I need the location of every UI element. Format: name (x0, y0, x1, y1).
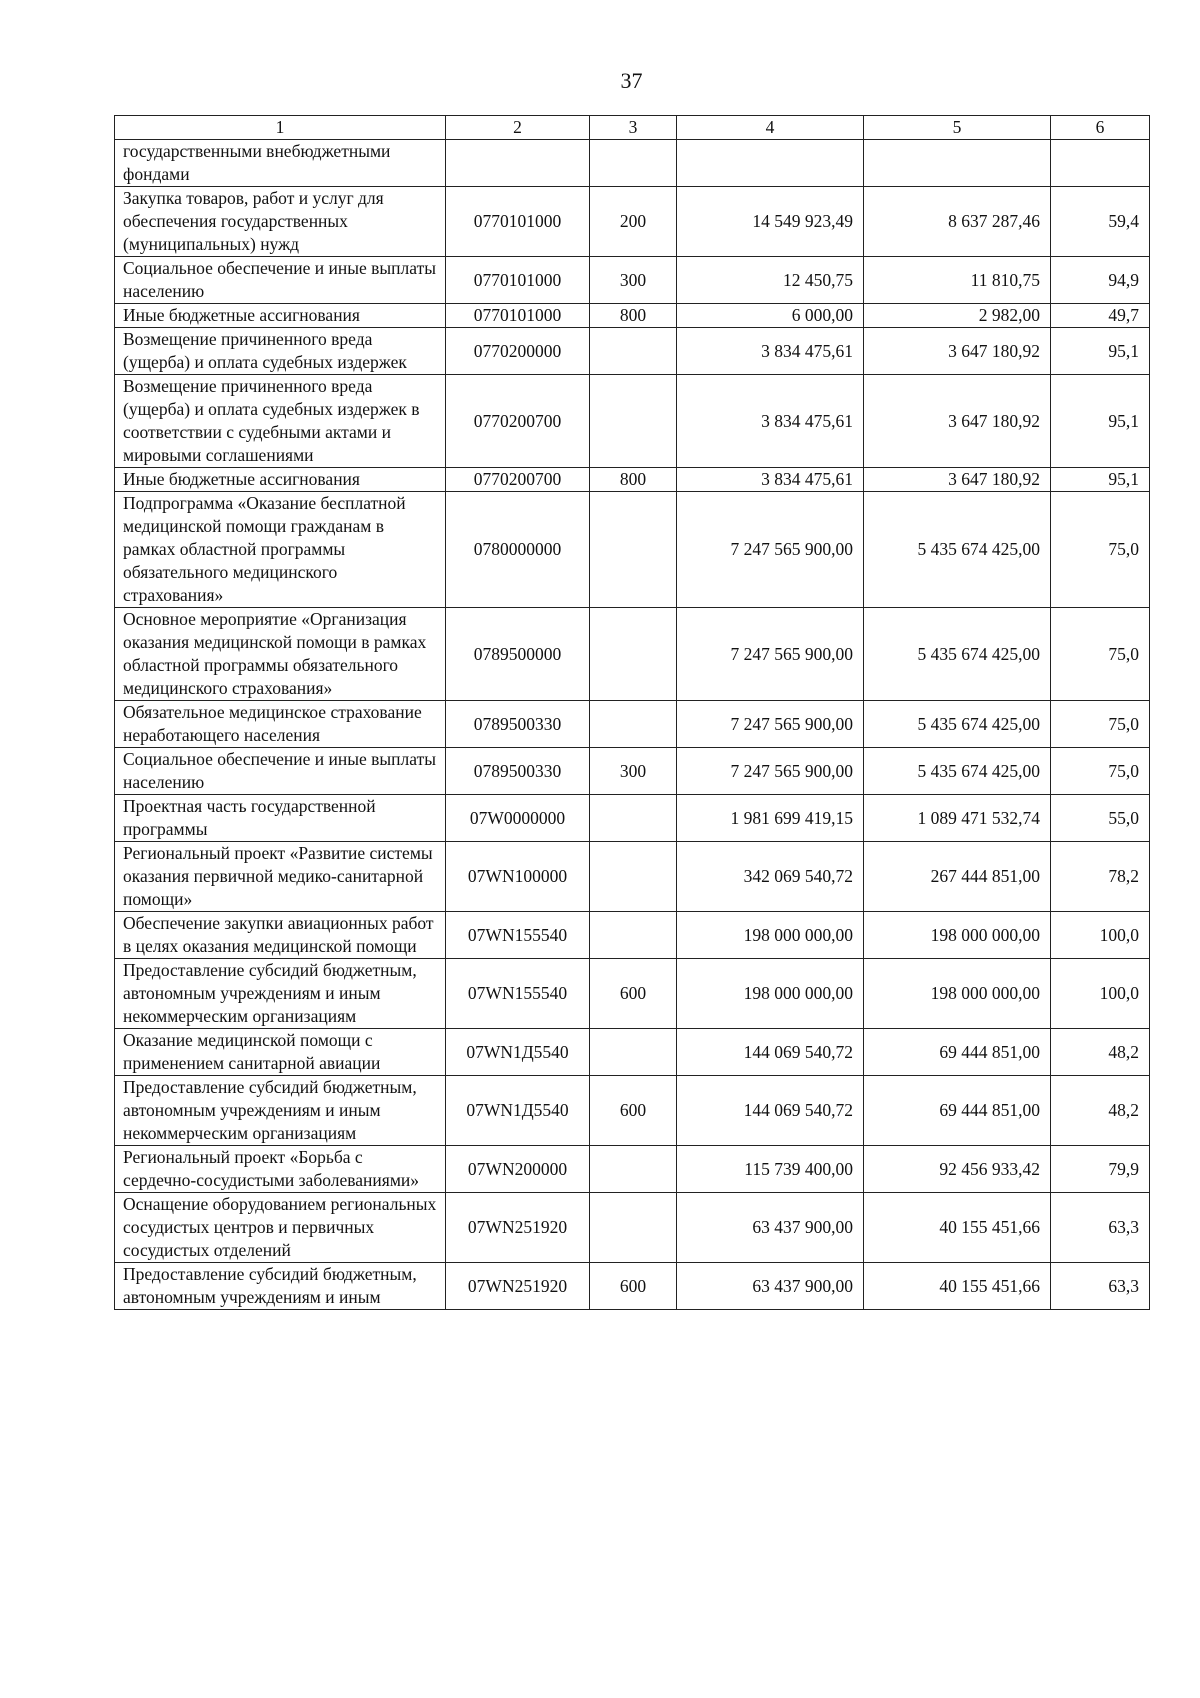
row-expense-type-cell (590, 795, 677, 842)
row-expense-type-cell: 800 (590, 468, 677, 492)
table-row (115, 257, 1150, 304)
table-row (115, 304, 1150, 328)
row-expense-type-cell (590, 492, 677, 608)
row-code-cell: 07WN251920 (446, 1263, 590, 1310)
row-name-cell: Предоставление субсидий бюджетным, автономным учреждениям и иным некоммерческим организациям (115, 959, 446, 1029)
row-fact-cell (864, 140, 1051, 187)
row-fact-cell: 69 444 851,00 (864, 1029, 1051, 1076)
row-percent-cell: 75,0 (1051, 608, 1150, 701)
row-expense-type-cell (590, 1029, 677, 1076)
row-percent-cell: 63,3 (1051, 1263, 1150, 1310)
table-row (115, 842, 1150, 912)
row-name-cell: Иные бюджетные ассигнования (115, 468, 446, 492)
row-expense-type-cell (590, 608, 677, 701)
row-code-cell: 07WN1Д5540 (446, 1076, 590, 1146)
row-name-cell: Социальное обеспечение и иные выплаты населению (115, 257, 446, 304)
row-name-cell: Оснащение оборудованием региональных сосудистых центров и первичных сосудистых отделений (115, 1193, 446, 1263)
row-percent-cell: 75,0 (1051, 701, 1150, 748)
header-cell-1: 1 (115, 116, 446, 140)
header-cell-6: 6 (1051, 116, 1150, 140)
row-percent-cell: 100,0 (1051, 959, 1150, 1029)
row-plan-cell: 7 247 565 900,00 (677, 608, 864, 701)
row-plan-cell: 7 247 565 900,00 (677, 748, 864, 795)
row-plan-cell: 63 437 900,00 (677, 1193, 864, 1263)
row-expense-type-cell: 600 (590, 959, 677, 1029)
header-cell-5: 5 (864, 116, 1051, 140)
row-expense-type-cell (590, 375, 677, 468)
row-fact-cell: 3 647 180,92 (864, 375, 1051, 468)
row-fact-cell: 3 647 180,92 (864, 328, 1051, 375)
row-code-cell: 07WN155540 (446, 959, 590, 1029)
table-row (115, 608, 1150, 701)
row-plan-cell: 144 069 540,72 (677, 1029, 864, 1076)
budget-table (114, 115, 1150, 1310)
table-row (115, 187, 1150, 257)
row-name-cell: Проектная часть государственной программы (115, 795, 446, 842)
row-code-cell: 07WN1Д5540 (446, 1029, 590, 1076)
row-fact-cell: 11 810,75 (864, 257, 1051, 304)
row-percent-cell: 75,0 (1051, 492, 1150, 608)
row-expense-type-cell: 800 (590, 304, 677, 328)
row-name-cell: государственными внебюджетными фондами (115, 140, 446, 187)
row-fact-cell: 40 155 451,66 (864, 1193, 1051, 1263)
row-plan-cell: 6 000,00 (677, 304, 864, 328)
header-cell-2: 2 (446, 116, 590, 140)
row-code-cell: 0770101000 (446, 257, 590, 304)
row-plan-cell: 12 450,75 (677, 257, 864, 304)
row-code-cell: 0770200700 (446, 375, 590, 468)
row-fact-cell: 3 647 180,92 (864, 468, 1051, 492)
row-code-cell: 0780000000 (446, 492, 590, 608)
row-plan-cell: 63 437 900,00 (677, 1263, 864, 1310)
row-plan-cell: 144 069 540,72 (677, 1076, 864, 1146)
row-code-cell: 0789500000 (446, 608, 590, 701)
row-name-cell: Предоставление субсидий бюджетным, автономным учреждениям и иным (115, 1263, 446, 1310)
row-percent-cell: 95,1 (1051, 468, 1150, 492)
row-name-cell: Возмещение причиненного вреда (ущерба) и оплата судебных издержек (115, 328, 446, 375)
table-row (115, 701, 1150, 748)
row-percent-cell: 95,1 (1051, 375, 1150, 468)
row-expense-type-cell (590, 912, 677, 959)
row-plan-cell: 342 069 540,72 (677, 842, 864, 912)
row-name-cell: Иные бюджетные ассигнования (115, 304, 446, 328)
row-percent-cell: 100,0 (1051, 912, 1150, 959)
row-expense-type-cell (590, 842, 677, 912)
row-percent-cell (1051, 140, 1150, 187)
row-fact-cell: 5 435 674 425,00 (864, 608, 1051, 701)
row-plan-cell: 1 981 699 419,15 (677, 795, 864, 842)
row-code-cell: 0789500330 (446, 748, 590, 795)
row-expense-type-cell: 300 (590, 748, 677, 795)
row-plan-cell: 14 549 923,49 (677, 187, 864, 257)
row-percent-cell: 49,7 (1051, 304, 1150, 328)
table-row (115, 328, 1150, 375)
row-code-cell: 07WN251920 (446, 1193, 590, 1263)
row-percent-cell: 79,9 (1051, 1146, 1150, 1193)
table-row (115, 1193, 1150, 1263)
table-row (115, 912, 1150, 959)
row-fact-cell: 5 435 674 425,00 (864, 701, 1051, 748)
row-fact-cell: 1 089 471 532,74 (864, 795, 1051, 842)
row-percent-cell: 59,4 (1051, 187, 1150, 257)
row-fact-cell: 69 444 851,00 (864, 1076, 1051, 1146)
table-row (115, 1146, 1150, 1193)
row-name-cell: Региональный проект «Борьба с сердечно-сосудистыми заболеваниями» (115, 1146, 446, 1193)
row-plan-cell: 198 000 000,00 (677, 912, 864, 959)
table-row (115, 959, 1150, 1029)
row-code-cell: 07WN100000 (446, 842, 590, 912)
row-code-cell: 0770101000 (446, 187, 590, 257)
table-row (115, 1029, 1150, 1076)
table-row (115, 1263, 1150, 1310)
row-code-cell: 0770200000 (446, 328, 590, 375)
table-row (115, 140, 1150, 187)
row-fact-cell: 267 444 851,00 (864, 842, 1051, 912)
row-plan-cell: 3 834 475,61 (677, 328, 864, 375)
row-code-cell: 07WN200000 (446, 1146, 590, 1193)
row-expense-type-cell: 200 (590, 187, 677, 257)
table-row (115, 492, 1150, 608)
row-expense-type-cell (590, 140, 677, 187)
row-code-cell: 07WN155540 (446, 912, 590, 959)
row-plan-cell: 3 834 475,61 (677, 468, 864, 492)
row-plan-cell: 198 000 000,00 (677, 959, 864, 1029)
row-name-cell: Социальное обеспечение и иные выплаты населению (115, 748, 446, 795)
row-code-cell: 0770200700 (446, 468, 590, 492)
row-expense-type-cell (590, 1193, 677, 1263)
row-fact-cell: 92 456 933,42 (864, 1146, 1051, 1193)
row-code-cell: 0789500330 (446, 701, 590, 748)
row-expense-type-cell: 300 (590, 257, 677, 304)
table-row (115, 748, 1150, 795)
row-code-cell: 0770101000 (446, 304, 590, 328)
row-plan-cell: 7 247 565 900,00 (677, 492, 864, 608)
row-expense-type-cell (590, 1146, 677, 1193)
row-expense-type-cell: 600 (590, 1263, 677, 1310)
row-name-cell: Региональный проект «Развитие системы оказания первичной медико-санитарной помощи» (115, 842, 446, 912)
row-fact-cell: 40 155 451,66 (864, 1263, 1051, 1310)
row-fact-cell: 198 000 000,00 (864, 959, 1051, 1029)
row-percent-cell: 94,9 (1051, 257, 1150, 304)
row-name-cell: Предоставление субсидий бюджетным, автономным учреждениям и иным некоммерческим организациям (115, 1076, 446, 1146)
row-expense-type-cell (590, 328, 677, 375)
row-fact-cell: 198 000 000,00 (864, 912, 1051, 959)
row-fact-cell: 8 637 287,46 (864, 187, 1051, 257)
header-cell-4: 4 (677, 116, 864, 140)
table-row (115, 375, 1150, 468)
row-fact-cell: 5 435 674 425,00 (864, 748, 1051, 795)
row-name-cell: Оказание медицинской помощи с применением санитарной авиации (115, 1029, 446, 1076)
row-plan-cell: 115 739 400,00 (677, 1146, 864, 1193)
row-name-cell: Основное мероприятие «Организация оказания медицинской помощи в рамках областной программы обязательного медицинского страхования» (115, 608, 446, 701)
table-header-row (115, 116, 1150, 140)
row-plan-cell: 7 247 565 900,00 (677, 701, 864, 748)
row-fact-cell: 2 982,00 (864, 304, 1051, 328)
row-name-cell: Обеспечение закупки авиационных работ в целях оказания медицинской помощи (115, 912, 446, 959)
row-expense-type-cell (590, 701, 677, 748)
table-row (115, 795, 1150, 842)
row-name-cell: Возмещение причиненного вреда (ущерба) и оплата судебных издержек в соответствии с судебными актами и мировыми соглашениями (115, 375, 446, 468)
row-name-cell: Подпрограмма «Оказание бесплатной медицинской помощи гражданам в рамках областной программы обязательного медицинского страхования» (115, 492, 446, 608)
row-percent-cell: 78,2 (1051, 842, 1150, 912)
row-fact-cell: 5 435 674 425,00 (864, 492, 1051, 608)
row-code-cell: 07W0000000 (446, 795, 590, 842)
page-number: 37 (620, 68, 643, 93)
row-expense-type-cell: 600 (590, 1076, 677, 1146)
table-row (115, 468, 1150, 492)
row-percent-cell: 95,1 (1051, 328, 1150, 375)
row-percent-cell: 55,0 (1051, 795, 1150, 842)
row-percent-cell: 48,2 (1051, 1076, 1150, 1146)
row-name-cell: Обязательное медицинское страхование неработающего населения (115, 701, 446, 748)
row-plan-cell: 3 834 475,61 (677, 375, 864, 468)
row-percent-cell: 75,0 (1051, 748, 1150, 795)
row-plan-cell (677, 140, 864, 187)
header-cell-3: 3 (590, 116, 677, 140)
table-row (115, 1076, 1150, 1146)
row-percent-cell: 63,3 (1051, 1193, 1150, 1263)
row-code-cell (446, 140, 590, 187)
row-name-cell: Закупка товаров, работ и услуг для обеспечения государственных (муниципальных) нужд (115, 187, 446, 257)
row-percent-cell: 48,2 (1051, 1029, 1150, 1076)
